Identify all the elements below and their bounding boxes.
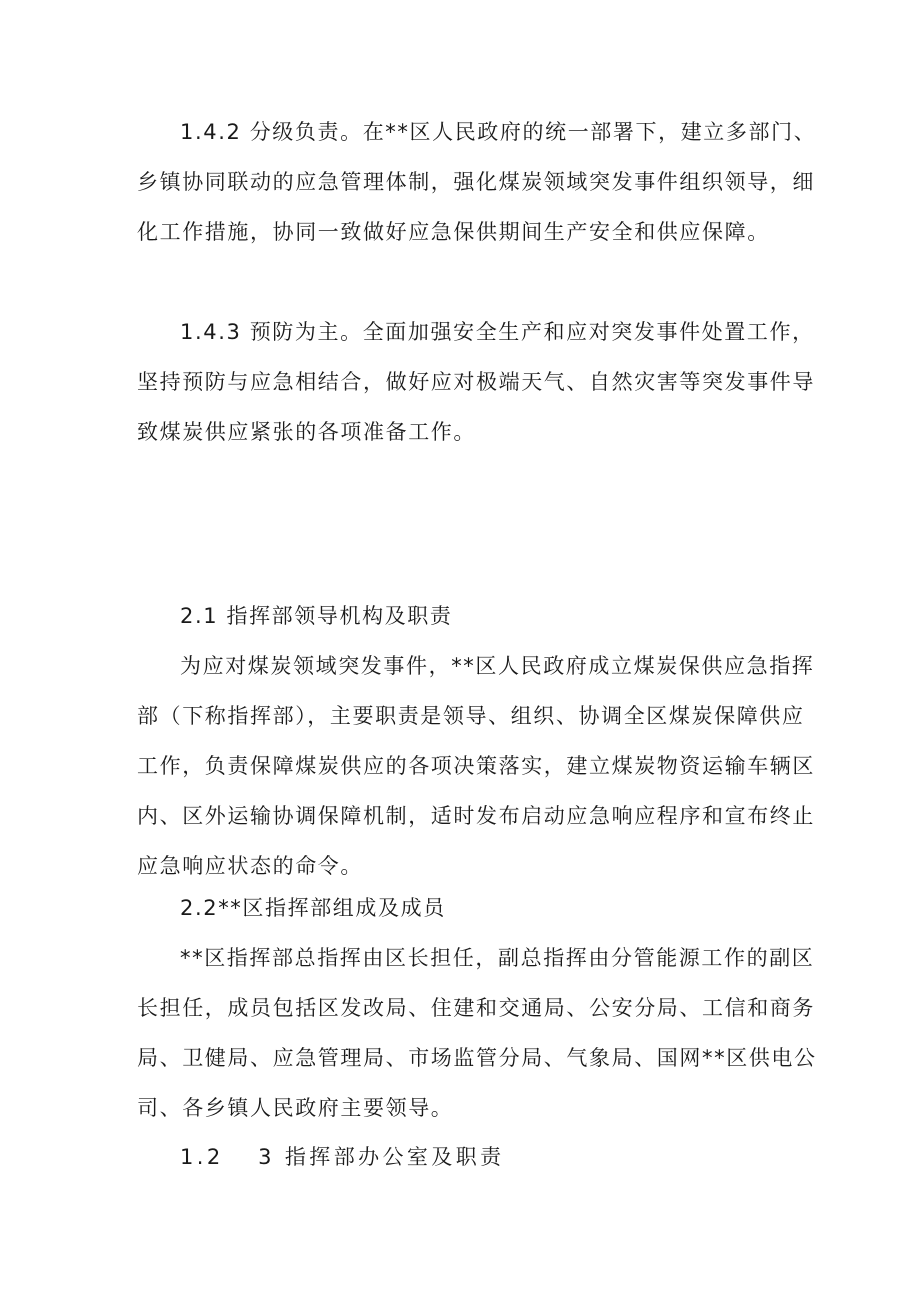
section-1-4-2-line-2: 乡镇协同联动的应急管理体制，强化煤炭领域突发事件组织领导，细 [137,170,815,194]
section-2-1-line-2: 部（下称指挥部），主要职责是领导、组织、协调全区煤炭保障供应 [137,704,805,728]
section-2-2-line-4: 司、各乡镇人民政府主要领导。 [137,1096,454,1120]
section-2-2-line-2: 长担任，成员包括区发改局、住建和交通局、公安分局、工信和商务 [137,996,815,1020]
section-2-1-heading: 2.1 指挥部领导机构及职责 [180,604,453,628]
section-2-1-line-1: 为应对煤炭领域突发事件，**区人民政府成立煤炭保供应急指挥 [180,654,815,678]
section-1-4-2-line-1: 1.4.2 分级负责。在**区人民政府的统一部署下，建立多部门、 [180,120,817,144]
section-2-2-line-1: **区指挥部总指挥由区长担任，副总指挥由分管能源工作的副区 [180,946,815,970]
section-2-2-heading: 2.2**区指挥部组成及成员 [180,896,446,920]
section-1-2-3-heading: 1.2 3 指挥部办公室及职责 [180,1145,505,1169]
section-2-1-line-3: 工作，负责保障煤炭供应的各项决策落实，建立煤炭物资运输车辆区 [137,754,815,778]
section-1-4-3-line-2: 坚持预防与应急相结合，做好应对极端天气、自然灾害等突发事件导 [137,370,815,394]
section-1-4-3-line-3: 致煤炭供应紧张的各项准备工作。 [137,420,476,444]
section-2-2-line-3: 局、卫健局、应急管理局、市场监管分局、气象局、国网**区供电公 [137,1046,817,1070]
section-1-4-3-line-1: 1.4.3 预防为主。全面加强安全生产和应对突发事件处置工作， [180,320,815,344]
section-1-4-2-line-3: 化工作措施，协同一致做好应急保供期间生产安全和供应保障。 [137,220,770,244]
section-2-1-line-5: 应急响应状态的命令。 [137,854,363,878]
section-2-1-line-4: 内、区外运输协调保障机制，适时发布启动应急响应程序和宣布终止 [137,804,815,828]
